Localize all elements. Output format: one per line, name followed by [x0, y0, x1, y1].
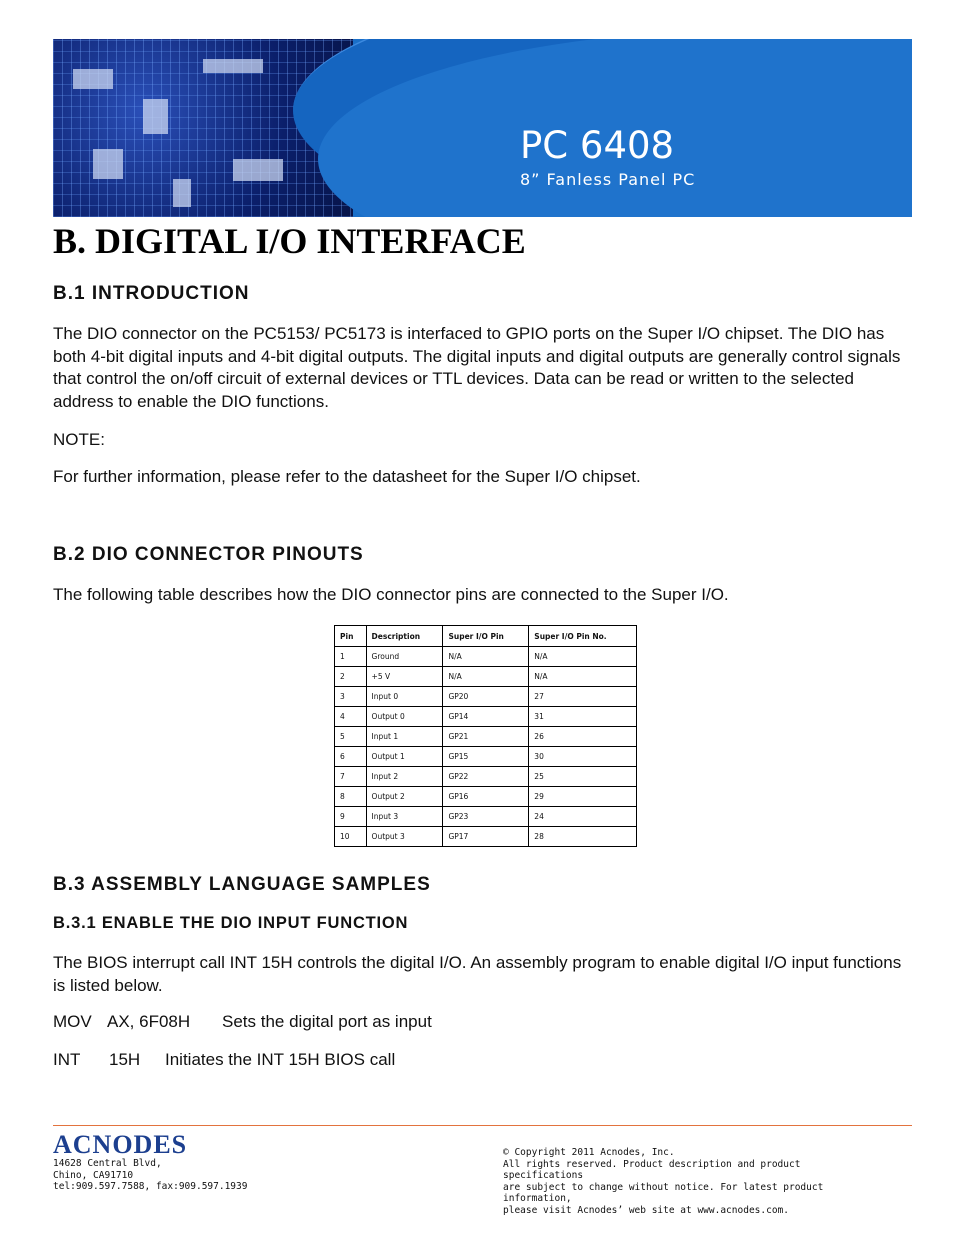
- pinouts-paragraph: The following table describes how the DIO connector pins are connected to the Super I/O.: [53, 585, 729, 604]
- table-row: [335, 787, 637, 807]
- table-cell: GP16: [443, 787, 529, 807]
- assembly-heading: B.3 ASSEMBLY LANGUAGE SAMPLES: [53, 874, 431, 895]
- table-cell: GP17: [443, 827, 529, 847]
- table-cell: 25: [529, 767, 637, 787]
- code-op: INT: [53, 1050, 81, 1069]
- table-cell: 26: [529, 727, 637, 747]
- table-cell: Ground: [366, 647, 443, 667]
- note-label: NOTE:: [53, 430, 105, 449]
- table-cell: 27: [529, 687, 637, 707]
- table-cell: 29: [529, 787, 637, 807]
- table-cell: 10: [335, 827, 367, 847]
- page-title: B. DIGITAL I/O INTERFACE: [53, 221, 526, 261]
- table-row: [335, 767, 637, 787]
- table-cell: N/A: [529, 667, 637, 687]
- table-row: [335, 687, 637, 707]
- table-row: [335, 807, 637, 827]
- table-cell: GP15: [443, 747, 529, 767]
- table-cell: 1: [335, 647, 367, 667]
- code-line: [53, 1012, 432, 1032]
- product-title: PC 6408: [520, 124, 675, 167]
- table-cell: +5 V: [366, 667, 443, 687]
- table-header-cell: Super I/O Pin: [443, 626, 529, 647]
- table-row: [335, 747, 637, 767]
- table-cell: 8: [335, 787, 367, 807]
- table-header-cell: Super I/O Pin No.: [529, 626, 637, 647]
- copyright-notice: [503, 1147, 873, 1216]
- table-cell: Output 3: [366, 827, 443, 847]
- product-subtitle: 8” Fanless Panel PC: [520, 170, 696, 189]
- address-line: Chino, CA91710: [53, 1169, 134, 1181]
- table-cell: Input 1: [366, 727, 443, 747]
- code-arg: 15H: [109, 1050, 141, 1069]
- copyright-line: All rights reserved. Product description and product specifications: [503, 1158, 801, 1181]
- address-line: 14628 Central Blvd,: [53, 1158, 162, 1169]
- table-cell: 30: [529, 747, 637, 767]
- table-cell: 5: [335, 727, 367, 747]
- copyright-line: please visit Acnodes’ web site at www.acnodes.com.: [503, 1204, 789, 1216]
- table-row: [335, 647, 637, 667]
- code-op: MOV: [53, 1012, 92, 1031]
- copyright-line: © Copyright 2011 Acnodes, Inc.: [503, 1147, 675, 1158]
- table-cell: N/A: [529, 647, 637, 667]
- table-cell: 4: [335, 707, 367, 727]
- table-cell: 28: [529, 827, 637, 847]
- table-cell: GP14: [443, 707, 529, 727]
- table-cell: GP22: [443, 767, 529, 787]
- table-cell: 2: [335, 667, 367, 687]
- table-row: [335, 667, 637, 687]
- table-row: [335, 707, 637, 727]
- code-comment: Initiates the INT 15H BIOS call: [165, 1050, 396, 1069]
- intro-heading: B.1 INTRODUCTION: [53, 283, 250, 304]
- header-banner: [53, 39, 912, 217]
- table-cell: GP21: [443, 727, 529, 747]
- table-cell: N/A: [443, 667, 529, 687]
- acnodes-logo: ACNODES: [53, 1130, 188, 1159]
- table-cell: GP23: [443, 807, 529, 827]
- intro-paragraph: The DIO connector on the PC5153/ PC5173 is interfaced to GPIO ports on the Super I/O chipset. The DIO has both 4-bit digital inputs and 4-bit digital outputs. The digital inputs and digital outputs are generally control signals that control the on/off circuit of external devices or TTL devices. Data can be read or written to the selected address to enable the DIO functions.: [53, 324, 901, 411]
- table-cell: 24: [529, 807, 637, 827]
- table-cell: 6: [335, 747, 367, 767]
- table-cell: Input 2: [366, 767, 443, 787]
- code-comment: Sets the digital port as input: [222, 1012, 432, 1031]
- company-address: [53, 1158, 247, 1193]
- enable-heading: B.3.1 ENABLE THE DIO INPUT FUNCTION: [53, 914, 409, 932]
- table-row: [335, 827, 637, 847]
- enable-paragraph: The BIOS interrupt call INT 15H controls the digital I/O. An assembly program to enable digital I/O input functions is listed below.: [53, 953, 902, 995]
- table-cell: Input 3: [366, 807, 443, 827]
- pinouts-heading: B.2 DIO CONNECTOR PINOUTS: [53, 544, 364, 565]
- table-cell: Output 0: [366, 707, 443, 727]
- table-cell: 7: [335, 767, 367, 787]
- table-cell: 9: [335, 807, 367, 827]
- table-cell: Output 1: [366, 747, 443, 767]
- table-cell: 31: [529, 707, 637, 727]
- code-line: [53, 1050, 395, 1070]
- note-text: For further information, please refer to the datasheet for the Super I/O chipset.: [53, 467, 641, 486]
- table-cell: 3: [335, 687, 367, 707]
- table-cell: Output 2: [366, 787, 443, 807]
- copyright-line: are subject to change without notice. For latest product information,: [503, 1181, 824, 1204]
- table-header-row: [335, 626, 637, 647]
- table-header-cell: Pin: [335, 626, 367, 647]
- table-cell: Input 0: [366, 687, 443, 707]
- code-arg: AX, 6F08H: [107, 1012, 191, 1031]
- table-cell: N/A: [443, 647, 529, 667]
- footer-divider: [53, 1125, 912, 1126]
- address-line: tel:909.597.7588, fax:909.597.1939: [53, 1181, 248, 1192]
- table-cell: GP20: [443, 687, 529, 707]
- table-header-cell: Description: [366, 626, 443, 647]
- table-row: [335, 727, 637, 747]
- dio-pin-table: [334, 625, 637, 847]
